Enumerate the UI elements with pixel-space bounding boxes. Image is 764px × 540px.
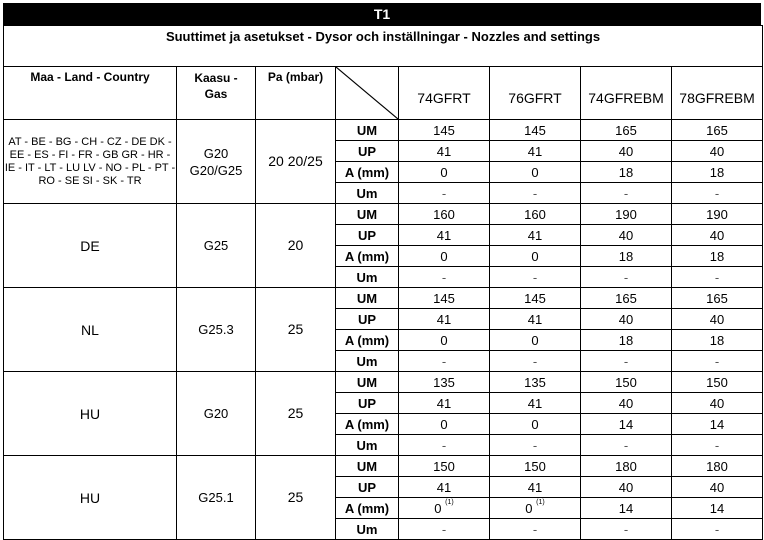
value-text: 41 [527, 479, 543, 495]
parameter-label: Um [336, 267, 399, 288]
value-text: 0 [440, 164, 448, 180]
value-cell [490, 393, 581, 414]
country-cell: HU [4, 456, 177, 540]
value-cell [581, 498, 672, 519]
value-text: - [714, 353, 720, 369]
value-text: - [714, 437, 720, 453]
value-cell [490, 246, 581, 267]
table-row [4, 204, 763, 225]
value-cell [490, 225, 581, 246]
value-text: 165 [615, 122, 637, 138]
value-text: 41 [527, 227, 543, 243]
value-cell [581, 120, 672, 141]
value-text: 150 [524, 458, 546, 474]
value-cell [399, 162, 490, 183]
value-text: - [714, 269, 720, 285]
value-cell [490, 288, 581, 309]
pressure-cell: 25 [256, 456, 336, 540]
value-text: 41 [527, 311, 543, 327]
value-cell [581, 330, 672, 351]
value-cell [581, 225, 672, 246]
value-cell [581, 435, 672, 456]
value-text: 41 [527, 143, 543, 159]
value-cell [581, 267, 672, 288]
value-cell [581, 519, 672, 540]
value-text: 0 [531, 416, 539, 432]
value-cell [490, 204, 581, 225]
parameter-label: UM [336, 372, 399, 393]
value-cell [581, 372, 672, 393]
value-cell [490, 267, 581, 288]
value-text: 18 [709, 332, 725, 348]
footnote-marker: (1) [445, 498, 454, 506]
pressure-cell: 20 20/25 [256, 120, 336, 204]
value-cell [581, 246, 672, 267]
value-text: - [441, 269, 447, 285]
gas-cell: G25.1 [177, 456, 256, 540]
value-cell [581, 456, 672, 477]
value-cell [399, 477, 490, 498]
parameter-label: A (mm) [336, 330, 399, 351]
parameter-label: UP [336, 141, 399, 162]
value-text: 190 [706, 206, 728, 222]
value-cell [399, 393, 490, 414]
value-cell [399, 267, 490, 288]
value-text: 41 [436, 143, 452, 159]
value-text: 41 [436, 227, 452, 243]
value-text: 180 [706, 458, 728, 474]
value-text: 18 [618, 332, 634, 348]
value-text: 40 [709, 143, 725, 159]
value-text: 40 [709, 395, 725, 411]
value-text: 14 [618, 416, 634, 432]
parameter-label: A (mm) [336, 414, 399, 435]
value-cell [581, 393, 672, 414]
header-model: 78GFREBM [672, 67, 763, 120]
footnote-marker: (1) [536, 498, 545, 506]
value-text: 14 [709, 416, 725, 432]
value-cell [399, 351, 490, 372]
value-text: - [623, 185, 629, 201]
value-cell [399, 498, 490, 519]
value-cell [399, 435, 490, 456]
parameter-label: UM [336, 288, 399, 309]
value-cell [672, 414, 763, 435]
value-text: - [532, 437, 538, 453]
value-text: - [441, 437, 447, 453]
header-model: 74GFREBM [581, 67, 672, 120]
value-text: 41 [527, 395, 543, 411]
value-text: - [441, 185, 447, 201]
value-cell [399, 225, 490, 246]
pressure-cell: 25 [256, 288, 336, 372]
value-cell [672, 246, 763, 267]
table-row [4, 288, 763, 309]
value-cell [399, 288, 490, 309]
diagonal-header-cell [336, 67, 399, 120]
value-cell [672, 225, 763, 246]
value-cell [581, 414, 672, 435]
header-model: 76GFRT [490, 67, 581, 120]
nozzle-settings-table [3, 25, 763, 540]
value-text: 40 [709, 479, 725, 495]
value-text: 14 [709, 500, 725, 516]
value-cell [490, 519, 581, 540]
value-text: - [532, 185, 538, 201]
value-cell [672, 498, 763, 519]
value-cell [490, 309, 581, 330]
value-cell [399, 456, 490, 477]
value-cell [490, 330, 581, 351]
parameter-label: A (mm) [336, 162, 399, 183]
value-text: 40 [618, 143, 634, 159]
value-cell [399, 519, 490, 540]
parameter-label: UP [336, 309, 399, 330]
value-cell [399, 372, 490, 393]
parameter-label: UP [336, 225, 399, 246]
parameter-label: A (mm) [336, 246, 399, 267]
value-cell [490, 372, 581, 393]
parameter-label: A (mm) [336, 498, 399, 519]
value-text: - [623, 437, 629, 453]
value-cell [399, 246, 490, 267]
value-text: 160 [433, 206, 455, 222]
value-text: 41 [436, 311, 452, 327]
value-text: 180 [615, 458, 637, 474]
value-text: 150 [706, 374, 728, 390]
value-text: - [532, 269, 538, 285]
value-cell [581, 183, 672, 204]
value-cell [490, 456, 581, 477]
value-cell [672, 330, 763, 351]
parameter-label: UM [336, 204, 399, 225]
table-row [4, 372, 763, 393]
value-cell [672, 456, 763, 477]
value-text: 145 [524, 122, 546, 138]
value-text: 40 [618, 479, 634, 495]
value-cell [672, 309, 763, 330]
value-text: 40 [709, 227, 725, 243]
value-cell [399, 330, 490, 351]
value-cell [672, 477, 763, 498]
value-text: 135 [524, 374, 546, 390]
value-cell [490, 435, 581, 456]
parameter-label: Um [336, 351, 399, 372]
value-text: 14 [618, 500, 634, 516]
value-text: 40 [618, 395, 634, 411]
value-text: - [532, 353, 538, 369]
value-text: - [441, 521, 447, 537]
value-text: 40 [709, 311, 725, 327]
value-text: 160 [524, 206, 546, 222]
value-text: 150 [615, 374, 637, 390]
gas-cell: G25 [177, 204, 256, 288]
value-text: 0 [531, 248, 539, 264]
value-text: - [623, 269, 629, 285]
gas-cell: G20 G20/G25 [177, 120, 256, 204]
value-text: 145 [524, 290, 546, 306]
parameter-label: UM [336, 456, 399, 477]
value-cell [490, 141, 581, 162]
value-text: 18 [709, 164, 725, 180]
header-pressure: Pa (mbar) [256, 67, 336, 120]
value-text: - [623, 521, 629, 537]
value-cell [672, 393, 763, 414]
value-text: 41 [436, 395, 452, 411]
value-text: 18 [618, 164, 634, 180]
value-cell [672, 288, 763, 309]
value-text: 41 [436, 479, 452, 495]
table-title: T1 [3, 3, 761, 25]
value-cell [672, 519, 763, 540]
value-cell [581, 162, 672, 183]
value-cell [581, 309, 672, 330]
value-cell [490, 477, 581, 498]
header-row [4, 67, 763, 120]
gas-cell: G25.3 [177, 288, 256, 372]
value-cell [672, 141, 763, 162]
value-text: 150 [433, 458, 455, 474]
value-cell [490, 351, 581, 372]
table-subtitle: Suuttimet ja asetukset - Dysor och inställningar - Nozzles and settings [4, 26, 763, 67]
value-cell [399, 141, 490, 162]
pressure-cell: 20 [256, 204, 336, 288]
value-cell [490, 120, 581, 141]
parameter-label: Um [336, 435, 399, 456]
value-text: - [714, 185, 720, 201]
country-cell: DE [4, 204, 177, 288]
value-text: 40 [618, 227, 634, 243]
value-cell [581, 204, 672, 225]
diagonal-line [336, 67, 398, 119]
value-cell [399, 414, 490, 435]
value-text: - [532, 521, 538, 537]
country-cell: AT - BE - BG - CH - CZ - DE DK - EE - ES - FI - FR - GB GR - HR - IE - IT - LT - LU LV - NO - PL - PT - RO - SE SI - SK - TR [4, 120, 177, 204]
value-cell [672, 120, 763, 141]
value-text: 145 [433, 122, 455, 138]
value-text: 0 [531, 164, 539, 180]
gas-cell: G20 [177, 372, 256, 456]
value-text: 18 [709, 248, 725, 264]
value-cell [490, 498, 581, 519]
value-cell [672, 204, 763, 225]
value-text: 0 [440, 332, 448, 348]
value-text: 0 [434, 500, 442, 516]
value-cell [399, 204, 490, 225]
value-cell [399, 120, 490, 141]
value-text: 190 [615, 206, 637, 222]
value-text: - [441, 353, 447, 369]
value-cell [399, 183, 490, 204]
value-cell [672, 351, 763, 372]
value-cell [672, 183, 763, 204]
value-cell [581, 477, 672, 498]
country-cell: NL [4, 288, 177, 372]
value-text: 0 [440, 416, 448, 432]
value-cell [672, 162, 763, 183]
parameter-label: Um [336, 519, 399, 540]
value-text: 40 [618, 311, 634, 327]
value-text: 0 [531, 332, 539, 348]
header-model: 74GFRT [399, 67, 490, 120]
parameter-label: Um [336, 183, 399, 204]
value-cell [490, 414, 581, 435]
value-cell [581, 288, 672, 309]
pressure-cell: 25 [256, 372, 336, 456]
value-text: 145 [433, 290, 455, 306]
parameter-label: UP [336, 477, 399, 498]
value-text: - [714, 521, 720, 537]
parameter-label: UP [336, 393, 399, 414]
value-cell [672, 435, 763, 456]
value-cell [490, 162, 581, 183]
value-text: 0 [525, 500, 533, 516]
value-text: 165 [706, 122, 728, 138]
header-gas: Kaasu - Gas [177, 67, 256, 120]
value-text: 0 [440, 248, 448, 264]
value-cell [399, 309, 490, 330]
value-cell [581, 351, 672, 372]
table-row [4, 120, 763, 141]
value-text: 165 [615, 290, 637, 306]
country-cell: HU [4, 372, 177, 456]
value-text: - [623, 353, 629, 369]
value-text: 18 [618, 248, 634, 264]
value-cell [672, 267, 763, 288]
value-text: 135 [433, 374, 455, 390]
value-cell [581, 141, 672, 162]
parameter-label: UM [336, 120, 399, 141]
value-cell [490, 183, 581, 204]
value-cell [672, 372, 763, 393]
value-text: 165 [706, 290, 728, 306]
header-country: Maa - Land - Country [4, 67, 177, 120]
table-row [4, 456, 763, 477]
